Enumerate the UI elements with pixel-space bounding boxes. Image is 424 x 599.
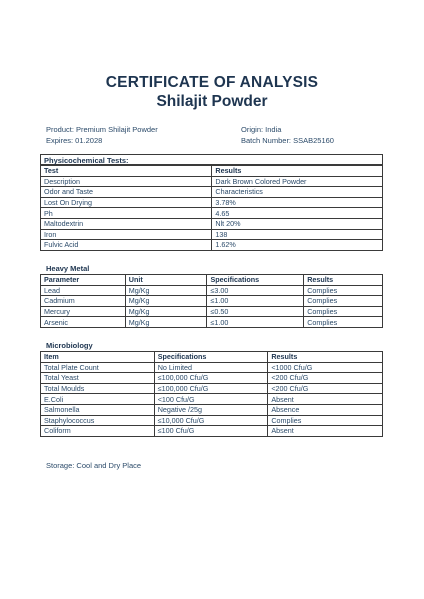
table-cell: Total Yeast [41,373,155,384]
table-cell: Negative /25g [154,404,268,415]
document-title: CERTIFICATE OF ANALYSIS [105,74,319,91]
table-cell: ≤100,000 Cfu/G [154,373,268,384]
table-cell: Mg/Kg [125,296,207,307]
heavy-metal-table [40,274,383,328]
table-cell: Lead [41,285,126,296]
column-header: Item [41,352,155,363]
table-cell: <1000 Cfu/G [268,362,383,373]
column-header: Unit [125,275,207,286]
column-header: Test [41,166,212,177]
column-header: Specifications [207,275,304,286]
table-cell: Complies [268,415,383,426]
table-cell: Absence [268,404,383,415]
table-cell: Complies [304,317,383,328]
table-cell: ≤0.50 [207,306,304,317]
table-row [41,285,383,296]
column-header: Parameter [41,275,126,286]
table-cell: Absent [268,426,383,437]
table-row [41,373,383,384]
table-cell: Complies [304,306,383,317]
microbiology-section-title: Microbiology [46,341,93,350]
table-cell: Complies [304,285,383,296]
product-title: Shilajit Powder [156,93,268,110]
table-cell: ≤1.00 [207,296,304,307]
table-cell: ≤100,000 Cfu/G [154,383,268,394]
table-cell: ≤10,000 Cfu/G [154,415,268,426]
microbiology-table [40,351,383,437]
column-header: Results [304,275,383,286]
table-header-row [41,275,383,286]
table-cell: Complies [304,296,383,307]
product-label: Product: Premium Shilajit Powder [46,125,158,134]
table-cell: Arsenic [41,317,126,328]
origin-label: Origin: India [241,125,282,134]
table-row [41,197,383,208]
table-cell: Description [41,176,212,187]
table-row [41,404,383,415]
table-cell: <200 Cfu/G [268,383,383,394]
table-cell: Mercury [41,306,126,317]
table-cell: Iron [41,229,212,240]
table-cell: Nlt 20% [212,218,383,229]
table-cell: Maltodextrin [41,218,212,229]
physicochemical-table [40,165,383,251]
table-cell: ≤100 Cfu/G [154,426,268,437]
table-cell: Lost On Drying [41,197,212,208]
table-cell: 3.78% [212,197,383,208]
table-cell: Odor and Taste [41,187,212,198]
table-row [41,187,383,198]
table-header-row [41,166,383,177]
column-header: Specifications [154,352,268,363]
table-row [41,394,383,405]
table-row [41,415,383,426]
table-header-row [41,352,383,363]
heavy-metal-section-title: Heavy Metal [46,264,90,273]
table-cell: Dark Brown Colored Powder [212,176,383,187]
table-cell: 138 [212,229,383,240]
table-cell: Total Plate Count [41,362,155,373]
table-row [41,176,383,187]
table-row [41,218,383,229]
column-header: Results [268,352,383,363]
table-cell: Fulvic Acid [41,240,212,251]
table-cell: ≤3.00 [207,285,304,296]
table-row [41,240,383,251]
table-cell: Total Moulds [41,383,155,394]
table-cell: E.Coli [41,394,155,405]
table-cell: Coliform [41,426,155,437]
table-cell: <200 Cfu/G [268,373,383,384]
table-row [41,296,383,307]
table-cell: Characteristics [212,187,383,198]
table-cell: Mg/Kg [125,306,207,317]
table-cell: <100 Cfu/G [154,394,268,405]
table-row [41,362,383,373]
table-cell: ≤1.00 [207,317,304,328]
table-row [41,229,383,240]
table-cell: No Limited [154,362,268,373]
table-row [41,306,383,317]
table-cell: Ph [41,208,212,219]
table-cell: Staphylococcus [41,415,155,426]
storage-note: Storage: Cool and Dry Place [46,461,142,470]
table-cell: Absent [268,394,383,405]
table-cell: Mg/Kg [125,317,207,328]
table-cell: Mg/Kg [125,285,207,296]
table-cell: Cadmium [41,296,126,307]
expires-label: Expires: 01.2028 [46,136,103,145]
table-cell: 1.62% [212,240,383,251]
table-row [41,208,383,219]
column-header: Results [212,166,383,177]
table-row [41,317,383,328]
table-cell: Salmonella [41,404,155,415]
physicochemical-section-title: Physicochemical Tests: [40,154,383,165]
table-row [41,426,383,437]
table-cell: 4.65 [212,208,383,219]
batch-label: Batch Number: SSAB25160 [241,136,334,145]
table-row [41,383,383,394]
